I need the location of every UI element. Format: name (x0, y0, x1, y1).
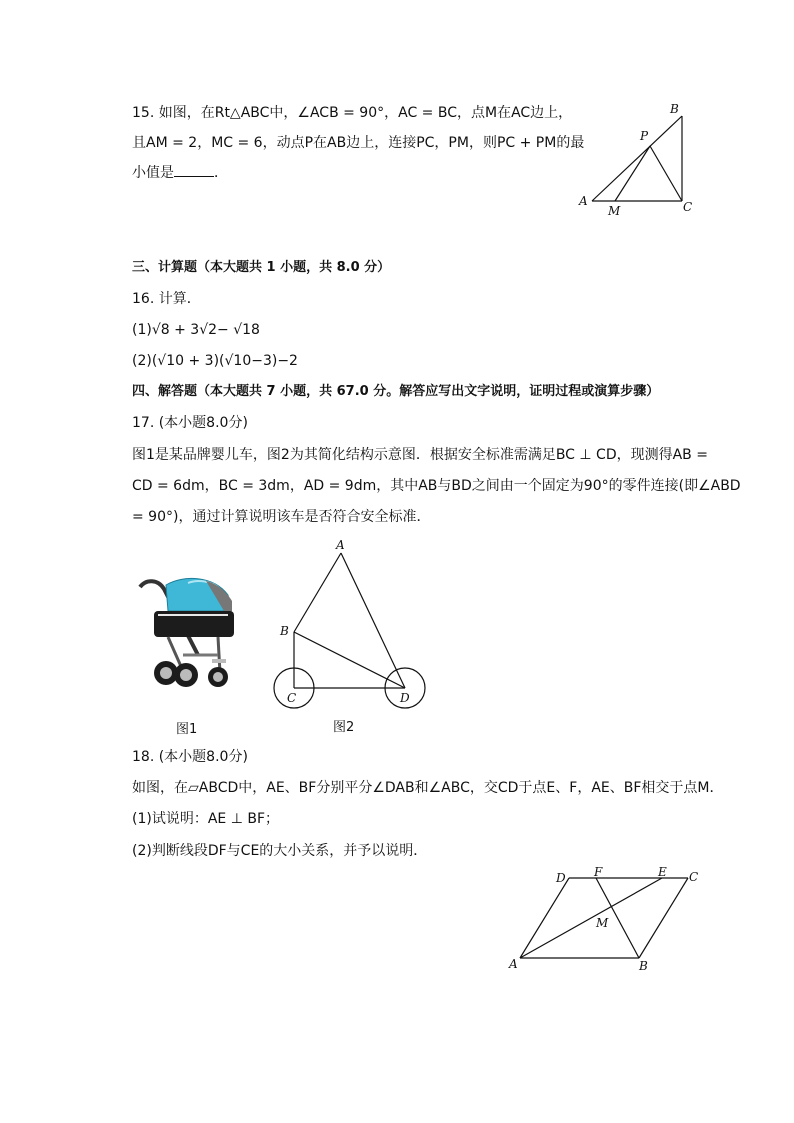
q17-figure2 (268, 535, 433, 715)
q18-line1: 如图，在▱ABCD中，AE、BF分别平分∠DAB和∠ABC，交CD于点E、F，AE、BF相交于点M． (132, 780, 724, 796)
q16-part2: (2)(√10 + 3)(√10−3)−2 (132, 353, 298, 369)
stroller-image (128, 575, 243, 695)
fig2-caption: 图2 (333, 720, 355, 735)
q18-part1: (1)试说明：AE ⊥ BF； (132, 811, 280, 827)
q15-line2: 且AM = 2，MC = 6，动点P在AB边上，连接PC，PM，则PC + PM的最 (132, 135, 585, 151)
q16-title: 16. 计算． (132, 291, 201, 307)
section3-title: 三、计算题（本大题共 1 小题，共 8.0 分） (132, 260, 391, 275)
section4-title: 四、解答题（本大题共 7 小题，共 67.0 分。解答应写出文字说明，证明过程或演算步骤） (132, 384, 660, 399)
pg-label-d: D (556, 871, 566, 885)
q18-title: 18. (本小题8.0分) (132, 749, 248, 765)
pg-label-m: M (596, 916, 609, 930)
q15-label-m: M (608, 204, 621, 218)
q17-line3: = 90°)，通过计算说明该车是否符合安全标准． (132, 509, 431, 525)
q16-part1: (1)√8 + 3√2− √18 (132, 322, 260, 338)
fig2-label-a: A (336, 538, 345, 552)
q15-line3 (132, 163, 228, 183)
pg-label-e: E (658, 865, 667, 879)
answer-blank[interactable] (174, 163, 214, 177)
q18-parallelogram-figure (500, 860, 710, 975)
fig2-label-b: B (280, 624, 289, 638)
pg-label-c: C (689, 870, 699, 884)
q15-line1: 15. 如图，在Rt△ABC中，∠ACB = 90°，AC = BC，点M在AC边上， (132, 105, 573, 121)
q15-line3-suffix: ． (214, 165, 228, 181)
q18-part2: (2)判断线段DF与CE的大小关系，并予以说明． (132, 843, 428, 859)
q17-title: 17. (本小题8.0分) (132, 415, 248, 431)
q15-label-b: B (670, 102, 679, 116)
pg-label-f: F (594, 865, 603, 879)
q15-label-c: C (683, 200, 693, 214)
q15-label-p: P (640, 129, 649, 143)
q15-line3-prefix: 小值是 (132, 165, 174, 181)
q15-label-a: A (579, 194, 588, 208)
pg-label-b: B (639, 959, 648, 973)
pg-label-a: A (509, 957, 518, 971)
q15-triangle-figure (570, 98, 700, 223)
q17-line1: 图1是某品牌婴儿车，图2为其简化结构示意图．根据安全标准需满足BC ⊥ CD，现测得AB = (132, 447, 708, 463)
fig1-caption: 图1 (176, 722, 198, 737)
q17-line2: CD = 6dm，BC = 3dm，AD = 9dm，其中AB与BD之间由一个固定为90°的零件连接(即∠ABD (132, 478, 741, 494)
fig2-label-c: C (287, 691, 297, 705)
fig2-label-d: D (400, 691, 410, 705)
